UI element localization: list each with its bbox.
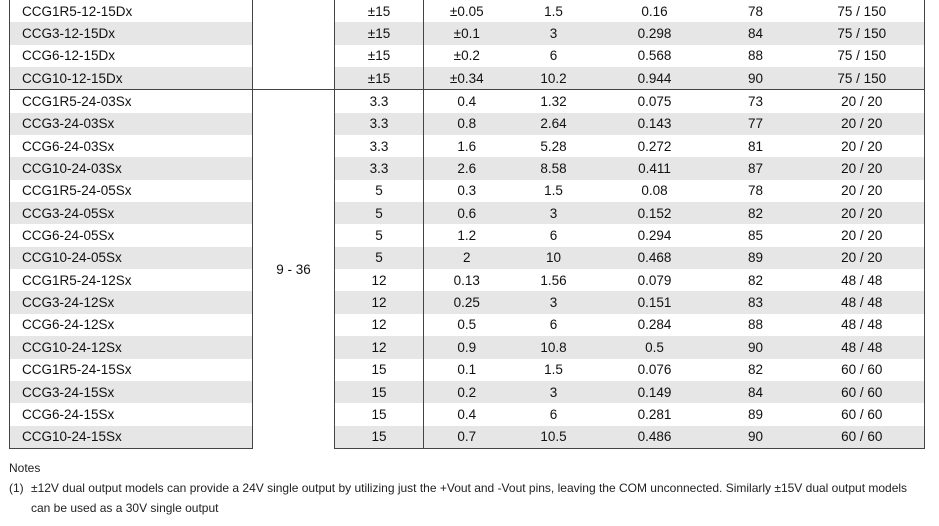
cap-cell: 75 / 150 bbox=[800, 22, 925, 44]
iout-cell: 0.4 bbox=[457, 406, 477, 422]
eff-cell: 84 bbox=[712, 22, 800, 44]
model-cell: CCG6-24-05Sx bbox=[10, 224, 253, 246]
eff-cell: 90 bbox=[712, 336, 800, 358]
cap-cell: 75 / 150 bbox=[800, 0, 925, 22]
eff-cell: 77 bbox=[712, 113, 800, 135]
notes-title: Notes bbox=[9, 461, 41, 475]
eff-cell: 82 bbox=[712, 202, 800, 224]
vout-cell: 15 bbox=[335, 426, 424, 449]
table-row bbox=[10, 224, 925, 246]
eff-cell: 81 bbox=[747, 138, 764, 154]
note-item bbox=[9, 478, 924, 518]
eff-cell: 83 bbox=[712, 291, 800, 313]
vout-cell: 5 bbox=[335, 247, 424, 269]
cap-cell: 48 / 48 bbox=[800, 291, 925, 313]
ripple-cell: 0.075 bbox=[598, 90, 712, 113]
ripple-cell: 0.281 bbox=[637, 406, 672, 422]
ripple-cell: 0.298 bbox=[598, 22, 712, 44]
power-cell: 2.64 bbox=[510, 113, 598, 135]
eff-cell: 89 bbox=[712, 247, 800, 269]
power-cell: 1.56 bbox=[540, 272, 567, 288]
iout-cell: 0.3 bbox=[457, 183, 477, 199]
power-cell: 6 bbox=[549, 406, 558, 422]
iout-cell: ±0.34 bbox=[424, 67, 510, 90]
cap-cell: 60 / 60 bbox=[800, 426, 925, 449]
power-cell: 1.5 bbox=[544, 362, 563, 378]
table-row bbox=[10, 403, 925, 425]
power-cell: 3 bbox=[510, 22, 598, 44]
eff-cell: 78 bbox=[747, 3, 764, 19]
model-cell: CCG1R5-12-15Dx bbox=[10, 0, 253, 22]
power-cell: 6 bbox=[549, 48, 558, 64]
table-row bbox=[10, 135, 925, 157]
model-cell: CCG3-24-15Sx bbox=[10, 381, 253, 403]
cap-cell: 20 / 20 bbox=[800, 224, 925, 246]
vin-range-cell-12 bbox=[253, 0, 335, 90]
model-cell: CCG1R5-24-15Sx bbox=[10, 359, 253, 381]
model-cell: CCG1R5-24-03Sx bbox=[10, 90, 253, 113]
ripple-cell: 0.152 bbox=[598, 202, 712, 224]
model-cell: CCG10-24-15Sx bbox=[10, 426, 253, 449]
vin-range-cell-24: 9 - 36 bbox=[253, 90, 335, 449]
iout-cell: 1.2 bbox=[457, 228, 477, 244]
ripple-cell: 0.08 bbox=[641, 183, 668, 199]
eff-cell: 84 bbox=[712, 381, 800, 403]
model-cell: CCG3-12-15Dx bbox=[10, 22, 253, 44]
power-cell: 5.28 bbox=[540, 138, 567, 154]
power-cell: 10.2 bbox=[510, 67, 598, 90]
vout-cell: 15 bbox=[335, 381, 424, 403]
vout-cell: 12 bbox=[335, 291, 424, 313]
model-cell: CCG10-12-15Dx bbox=[10, 67, 253, 90]
iout-cell: 2.6 bbox=[424, 157, 510, 179]
iout-cell: ±0.2 bbox=[453, 48, 480, 64]
eff-cell: 90 bbox=[712, 426, 800, 449]
ripple-cell: 0.076 bbox=[637, 362, 672, 378]
power-cell: 1.32 bbox=[510, 90, 598, 113]
cap-cell: 60 / 60 bbox=[800, 403, 925, 425]
cap-cell: 75 / 150 bbox=[800, 45, 925, 67]
iout-cell: ±0.1 bbox=[424, 22, 510, 44]
vout-cell: ±15 bbox=[335, 22, 424, 44]
vout-cell: 5 bbox=[335, 224, 424, 246]
vout-cell: 5 bbox=[335, 180, 424, 202]
model-cell: CCG1R5-24-05Sx bbox=[10, 180, 253, 202]
power-cell: 1.5 bbox=[544, 183, 563, 199]
iout-cell: 0.13 bbox=[453, 272, 480, 288]
eff-cell: 89 bbox=[747, 406, 764, 422]
vout-cell: 12 bbox=[335, 314, 424, 336]
iout-cell: 0.7 bbox=[424, 426, 510, 449]
iout-cell: 0.4 bbox=[424, 90, 510, 113]
ripple-cell: 0.272 bbox=[637, 138, 672, 154]
iout-cell: 0.25 bbox=[424, 291, 510, 313]
cap-cell: 20 / 20 bbox=[800, 90, 925, 113]
vout-cell: 12 bbox=[335, 269, 424, 291]
vout-cell: 3.3 bbox=[335, 157, 424, 179]
vout-cell: 12 bbox=[335, 336, 424, 358]
table-body bbox=[10, 0, 925, 448]
cap-cell: 20 / 20 bbox=[800, 113, 925, 135]
eff-cell: 87 bbox=[712, 157, 800, 179]
iout-cell: ±0.05 bbox=[449, 3, 484, 19]
table-row bbox=[10, 314, 925, 336]
cap-cell: 20 / 20 bbox=[800, 247, 925, 269]
ripple-cell: 0.5 bbox=[598, 336, 712, 358]
model-cell: CCG6-12-15Dx bbox=[10, 45, 253, 67]
eff-cell: 88 bbox=[747, 48, 764, 64]
table-row bbox=[10, 157, 925, 179]
table-row bbox=[10, 359, 925, 381]
model-cell: CCG6-24-12Sx bbox=[10, 314, 253, 336]
vout-cell: 3.3 bbox=[335, 113, 424, 135]
ripple-cell: 0.294 bbox=[637, 228, 672, 244]
table-row bbox=[10, 381, 925, 403]
iout-cell: 0.8 bbox=[424, 113, 510, 135]
vout-cell: 5 bbox=[335, 202, 424, 224]
model-cell: CCG3-24-12Sx bbox=[10, 291, 253, 313]
table-row bbox=[10, 0, 925, 22]
vout-cell: 15 bbox=[335, 403, 424, 425]
power-cell: 6 bbox=[549, 317, 558, 333]
cap-cell: 20 / 20 bbox=[800, 202, 925, 224]
model-cell: CCG3-24-03Sx bbox=[10, 113, 253, 135]
vout-cell: ±15 bbox=[335, 67, 424, 90]
cap-cell: 48 / 48 bbox=[800, 314, 925, 336]
model-cell: CCG1R5-24-12Sx bbox=[10, 269, 253, 291]
model-cell: CCG3-24-05Sx bbox=[10, 202, 253, 224]
ripple-cell: 0.151 bbox=[598, 291, 712, 313]
table-row bbox=[10, 202, 925, 224]
vout-cell: 3.3 bbox=[335, 90, 424, 113]
note-number: (1) bbox=[9, 481, 24, 495]
iout-cell: 0.6 bbox=[424, 202, 510, 224]
power-cell: 8.58 bbox=[510, 157, 598, 179]
eff-cell: 88 bbox=[747, 317, 764, 333]
power-cell: 3 bbox=[510, 381, 598, 403]
iout-cell: 1.6 bbox=[457, 138, 477, 154]
vout-cell: ±15 bbox=[335, 45, 424, 67]
iout-cell: 0.2 bbox=[424, 381, 510, 403]
vout-cell: 3.3 bbox=[335, 135, 424, 157]
eff-cell: 85 bbox=[747, 228, 764, 244]
ripple-cell: 0.568 bbox=[637, 48, 672, 64]
ripple-cell: 0.149 bbox=[598, 381, 712, 403]
model-cell: CCG10-24-05Sx bbox=[10, 247, 253, 269]
cap-cell: 20 / 20 bbox=[800, 135, 925, 157]
cap-cell: 20 / 20 bbox=[800, 157, 925, 179]
power-cell: 6 bbox=[549, 228, 558, 244]
ripple-cell: 0.486 bbox=[598, 426, 712, 449]
table-row bbox=[10, 22, 925, 44]
iout-cell: 0.5 bbox=[457, 317, 477, 333]
table-row bbox=[10, 180, 925, 202]
power-cell: 3 bbox=[510, 291, 598, 313]
power-cell: 3 bbox=[510, 202, 598, 224]
iout-cell: 0.1 bbox=[457, 362, 477, 378]
cap-cell: 48 / 48 bbox=[800, 269, 925, 291]
table-row bbox=[10, 113, 925, 135]
ripple-cell: 0.411 bbox=[598, 157, 712, 179]
table-row bbox=[10, 269, 925, 291]
cap-cell: 20 / 20 bbox=[800, 180, 925, 202]
ripple-cell: 0.079 bbox=[637, 272, 672, 288]
ripple-cell: 0.143 bbox=[598, 113, 712, 135]
table-row bbox=[10, 247, 925, 269]
table-row bbox=[10, 336, 925, 358]
note-text: ±12V dual output models can provide a 24V single output by utilizing just the +Vout and -Vout pins, leaving the COM unconnected. Similarly ±15V dual output models can be used as a 30V single output bbox=[31, 481, 908, 515]
cap-cell: 60 / 60 bbox=[800, 359, 925, 381]
model-cell: CCG10-24-03Sx bbox=[10, 157, 253, 179]
table-row bbox=[10, 90, 925, 113]
notes-section bbox=[9, 458, 924, 518]
table-row bbox=[10, 67, 925, 90]
iout-cell: 0.9 bbox=[424, 336, 510, 358]
model-spec-table bbox=[9, 0, 925, 449]
eff-cell: 73 bbox=[712, 90, 800, 113]
cap-cell: 48 / 48 bbox=[800, 336, 925, 358]
power-cell: 10.5 bbox=[510, 426, 598, 449]
eff-cell: 90 bbox=[712, 67, 800, 90]
table-row bbox=[10, 426, 925, 449]
table-row bbox=[10, 45, 925, 67]
eff-cell: 82 bbox=[747, 272, 764, 288]
vout-cell: 15 bbox=[335, 359, 424, 381]
eff-cell: 82 bbox=[747, 362, 764, 378]
model-cell: CCG10-24-12Sx bbox=[10, 336, 253, 358]
model-cell: CCG6-24-15Sx bbox=[10, 403, 253, 425]
cap-cell: 75 / 150 bbox=[800, 67, 925, 90]
vout-cell: ±15 bbox=[335, 0, 424, 22]
power-cell: 10.8 bbox=[510, 336, 598, 358]
ripple-cell: 0.16 bbox=[641, 3, 668, 19]
ripple-cell: 0.944 bbox=[598, 67, 712, 90]
eff-cell: 78 bbox=[747, 183, 764, 199]
ripple-cell: 0.468 bbox=[598, 247, 712, 269]
model-cell: CCG6-24-03Sx bbox=[10, 135, 253, 157]
power-cell: 1.5 bbox=[544, 3, 563, 19]
power-cell: 10 bbox=[510, 247, 598, 269]
iout-cell: 2 bbox=[424, 247, 510, 269]
table-row bbox=[10, 291, 925, 313]
ripple-cell: 0.284 bbox=[637, 317, 672, 333]
cap-cell: 60 / 60 bbox=[800, 381, 925, 403]
